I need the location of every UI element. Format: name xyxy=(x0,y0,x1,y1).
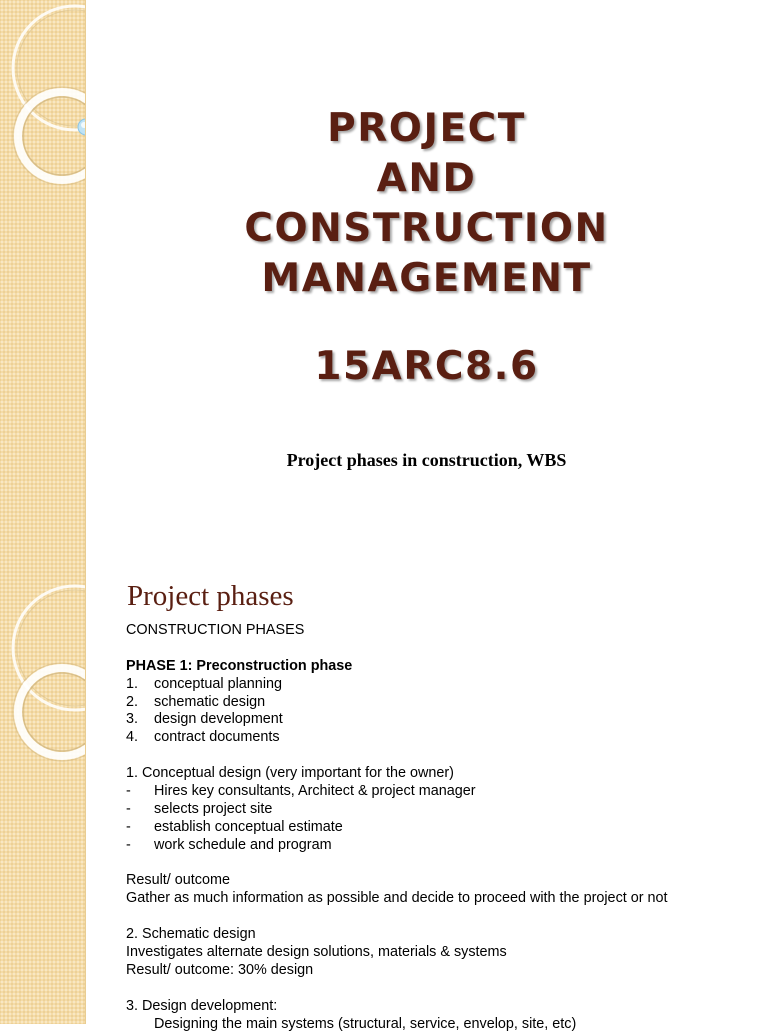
course-code: 15ARC8.6 xyxy=(314,344,539,389)
title-line-1: PROJECT xyxy=(327,106,526,151)
schematic-result: Result/ outcome: 30% design xyxy=(126,961,314,978)
phase1-title: PHASE 1: Preconstruction phase xyxy=(126,657,353,674)
slide-heading: Project phases xyxy=(127,580,294,612)
slide-body xyxy=(126,622,748,1033)
result-text: Gather as much information as possible and decide to proceed with the project or not xyxy=(126,890,668,907)
title-line-2: AND xyxy=(376,156,477,201)
schematic-text: Investigates alternate design solutions, materials & systems xyxy=(126,944,507,961)
decorative-side-strip xyxy=(0,0,86,576)
list-item: - selects project site xyxy=(126,800,273,817)
title-line-3: CONSTRUCTION xyxy=(244,206,609,251)
title-line-4: MANAGEMENT xyxy=(261,256,592,301)
list-item: 2. schematic design xyxy=(126,693,266,710)
development-partial: Designing the main systems (structural, service, envelop, site, etc) xyxy=(154,1015,577,1032)
decorative-circles-graphic xyxy=(0,576,85,1024)
decorative-side-strip xyxy=(0,576,86,1024)
list-item: - work schedule and program xyxy=(126,836,332,853)
schematic-title: 2. Schematic design xyxy=(126,926,256,943)
list-item: - Hires key consultants, Architect & project manager xyxy=(126,783,476,800)
list-item: 3. design development xyxy=(126,711,283,728)
decorative-circles-graphic xyxy=(0,0,85,576)
slide-title-block xyxy=(85,104,768,392)
result-label: Result/ outcome xyxy=(126,872,230,889)
development-title: 3. Design development: xyxy=(126,997,278,1014)
list-item: 1. conceptual planning xyxy=(126,675,283,692)
slide-subtitle: Project phases in construction, WBS xyxy=(286,450,567,470)
list-item: - establish conceptual estimate xyxy=(126,818,343,835)
list-item: 4. contract documents xyxy=(126,729,280,746)
conceptual-title: 1. Conceptual design (very important for the owner) xyxy=(126,765,454,782)
section-label: CONSTRUCTION PHASES xyxy=(126,622,305,638)
